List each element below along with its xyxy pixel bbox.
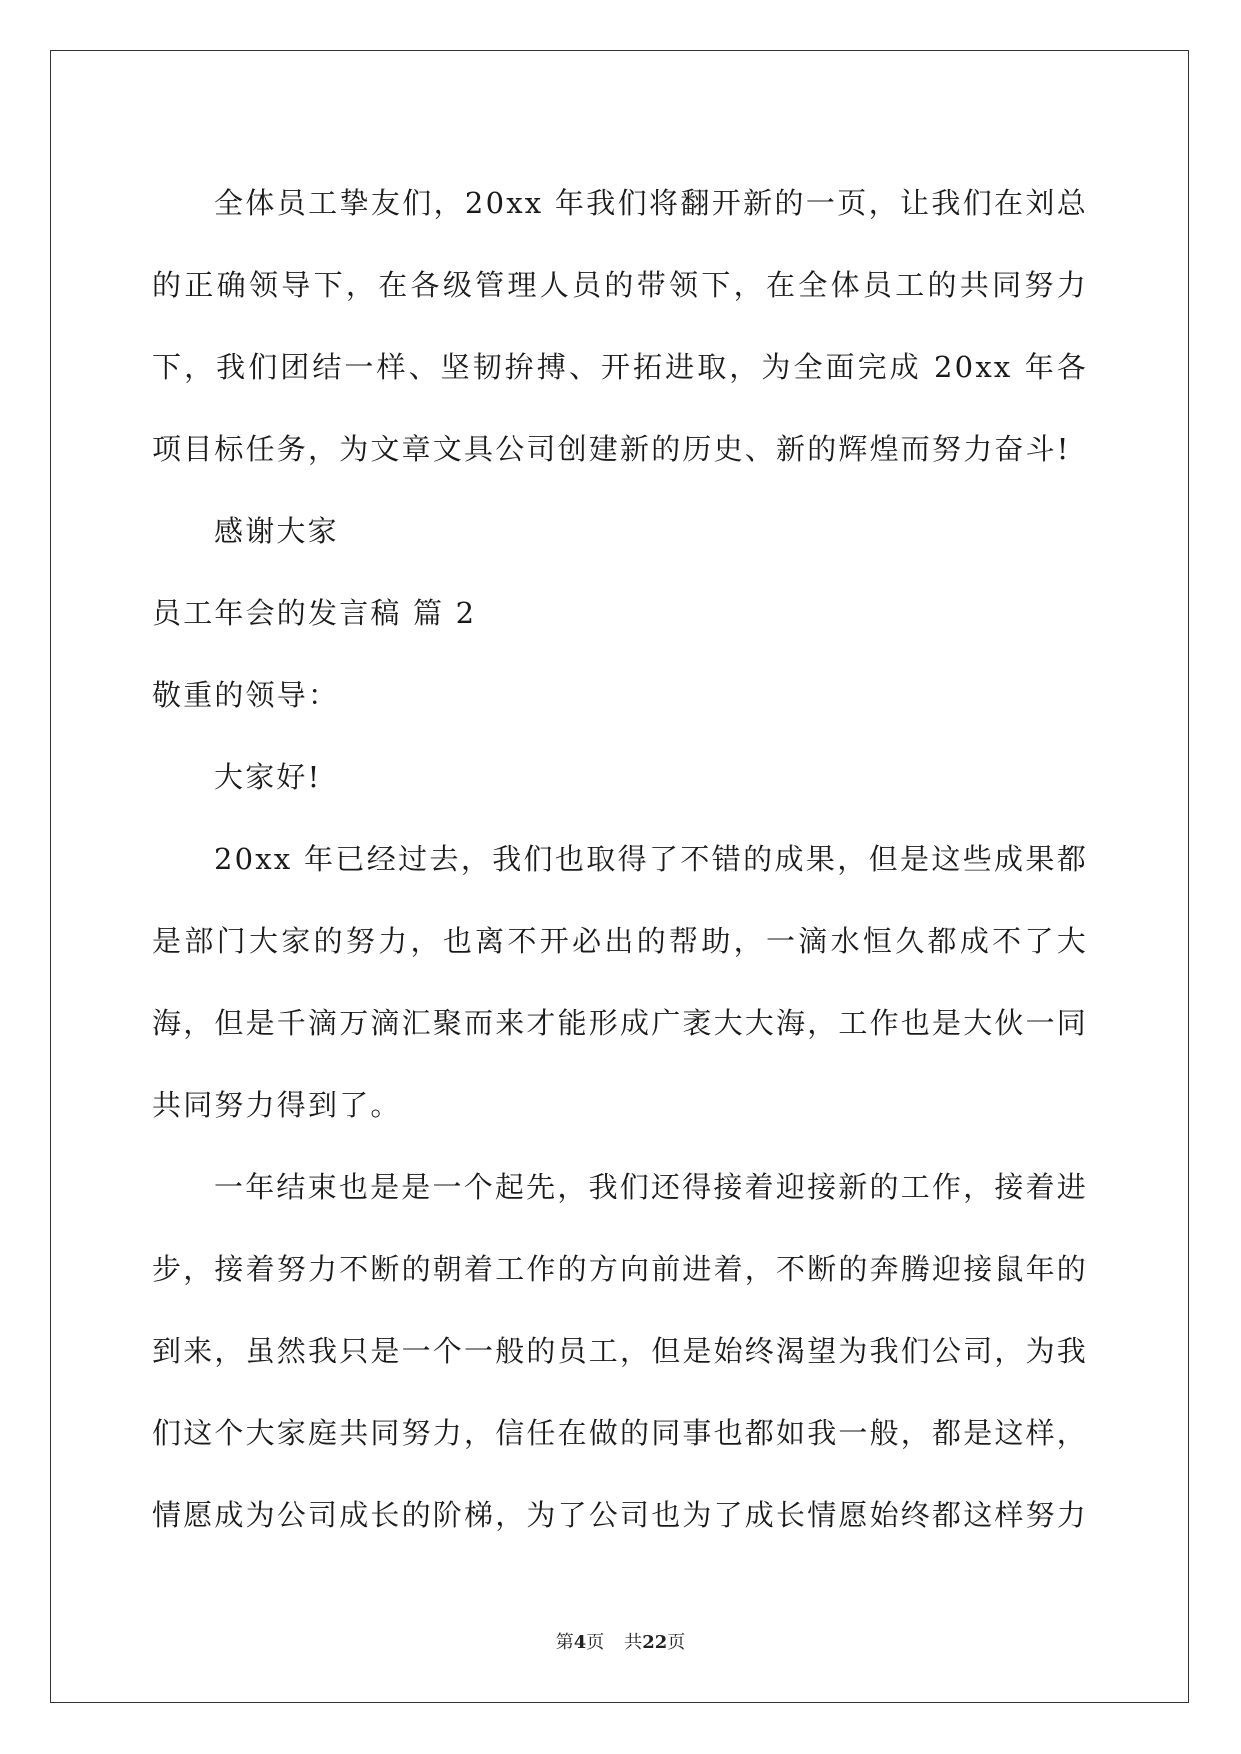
section-heading: 员工年会的发言稿 篇 2: [152, 596, 477, 630]
salutation: 敬重的领导：: [152, 678, 340, 712]
paragraph-thanks: 感谢大家: [214, 514, 339, 548]
paragraph-new-start: 一年结束也是是一个起先，我们还得接着迎接新的工作，接着进步，接着努力不断的朝着工作的方向前进着，不断的奔腾迎接鼠年的到来，虽然我只是一个一般的员工，但是始终渴望为我们公司，为我们这个大家庭共同努力，信任在做的同事也都如我一般，都是这样，情愿成为公司成长的阶梯，为了公司也为了成长情愿始终都这样努力: [152, 1170, 1089, 1532]
paragraph-closing-wishes: 全体员工挚友们，20xx 年我们将翻开新的一页，让我们在刘总的正确领导下，在各级管理人员的带领下，在全体员工的共同努力下，我们团结一样、坚韧拚搏、开拓进取，为全面完成 20xx 年各项目标任务，为文章文具公司创建新的历史、新的辉煌而努力奋斗!: [152, 186, 1088, 466]
total-prefix: 共: [624, 1632, 643, 1653]
page-number: 4: [573, 1632, 587, 1653]
greeting: 大家好!: [214, 760, 322, 794]
total-pages: 22: [642, 1632, 668, 1653]
page-prefix: 第: [555, 1632, 574, 1653]
page-suffix: 页: [586, 1632, 605, 1653]
page-footer: [0, 1628, 1241, 1654]
paragraph-year-review: 20xx 年已经过去，我们也取得了不错的成果，但是这些成果都是部门大家的努力，也离不开必出的帮助，一滴水恒久都成不了大海，但是千滴万滴汇聚而来才能形成广袤大大海，工作也是大伙一同共同努力得到了。: [152, 842, 1089, 1122]
total-suffix: 页: [667, 1632, 686, 1653]
document-body: [152, 162, 1088, 1556]
